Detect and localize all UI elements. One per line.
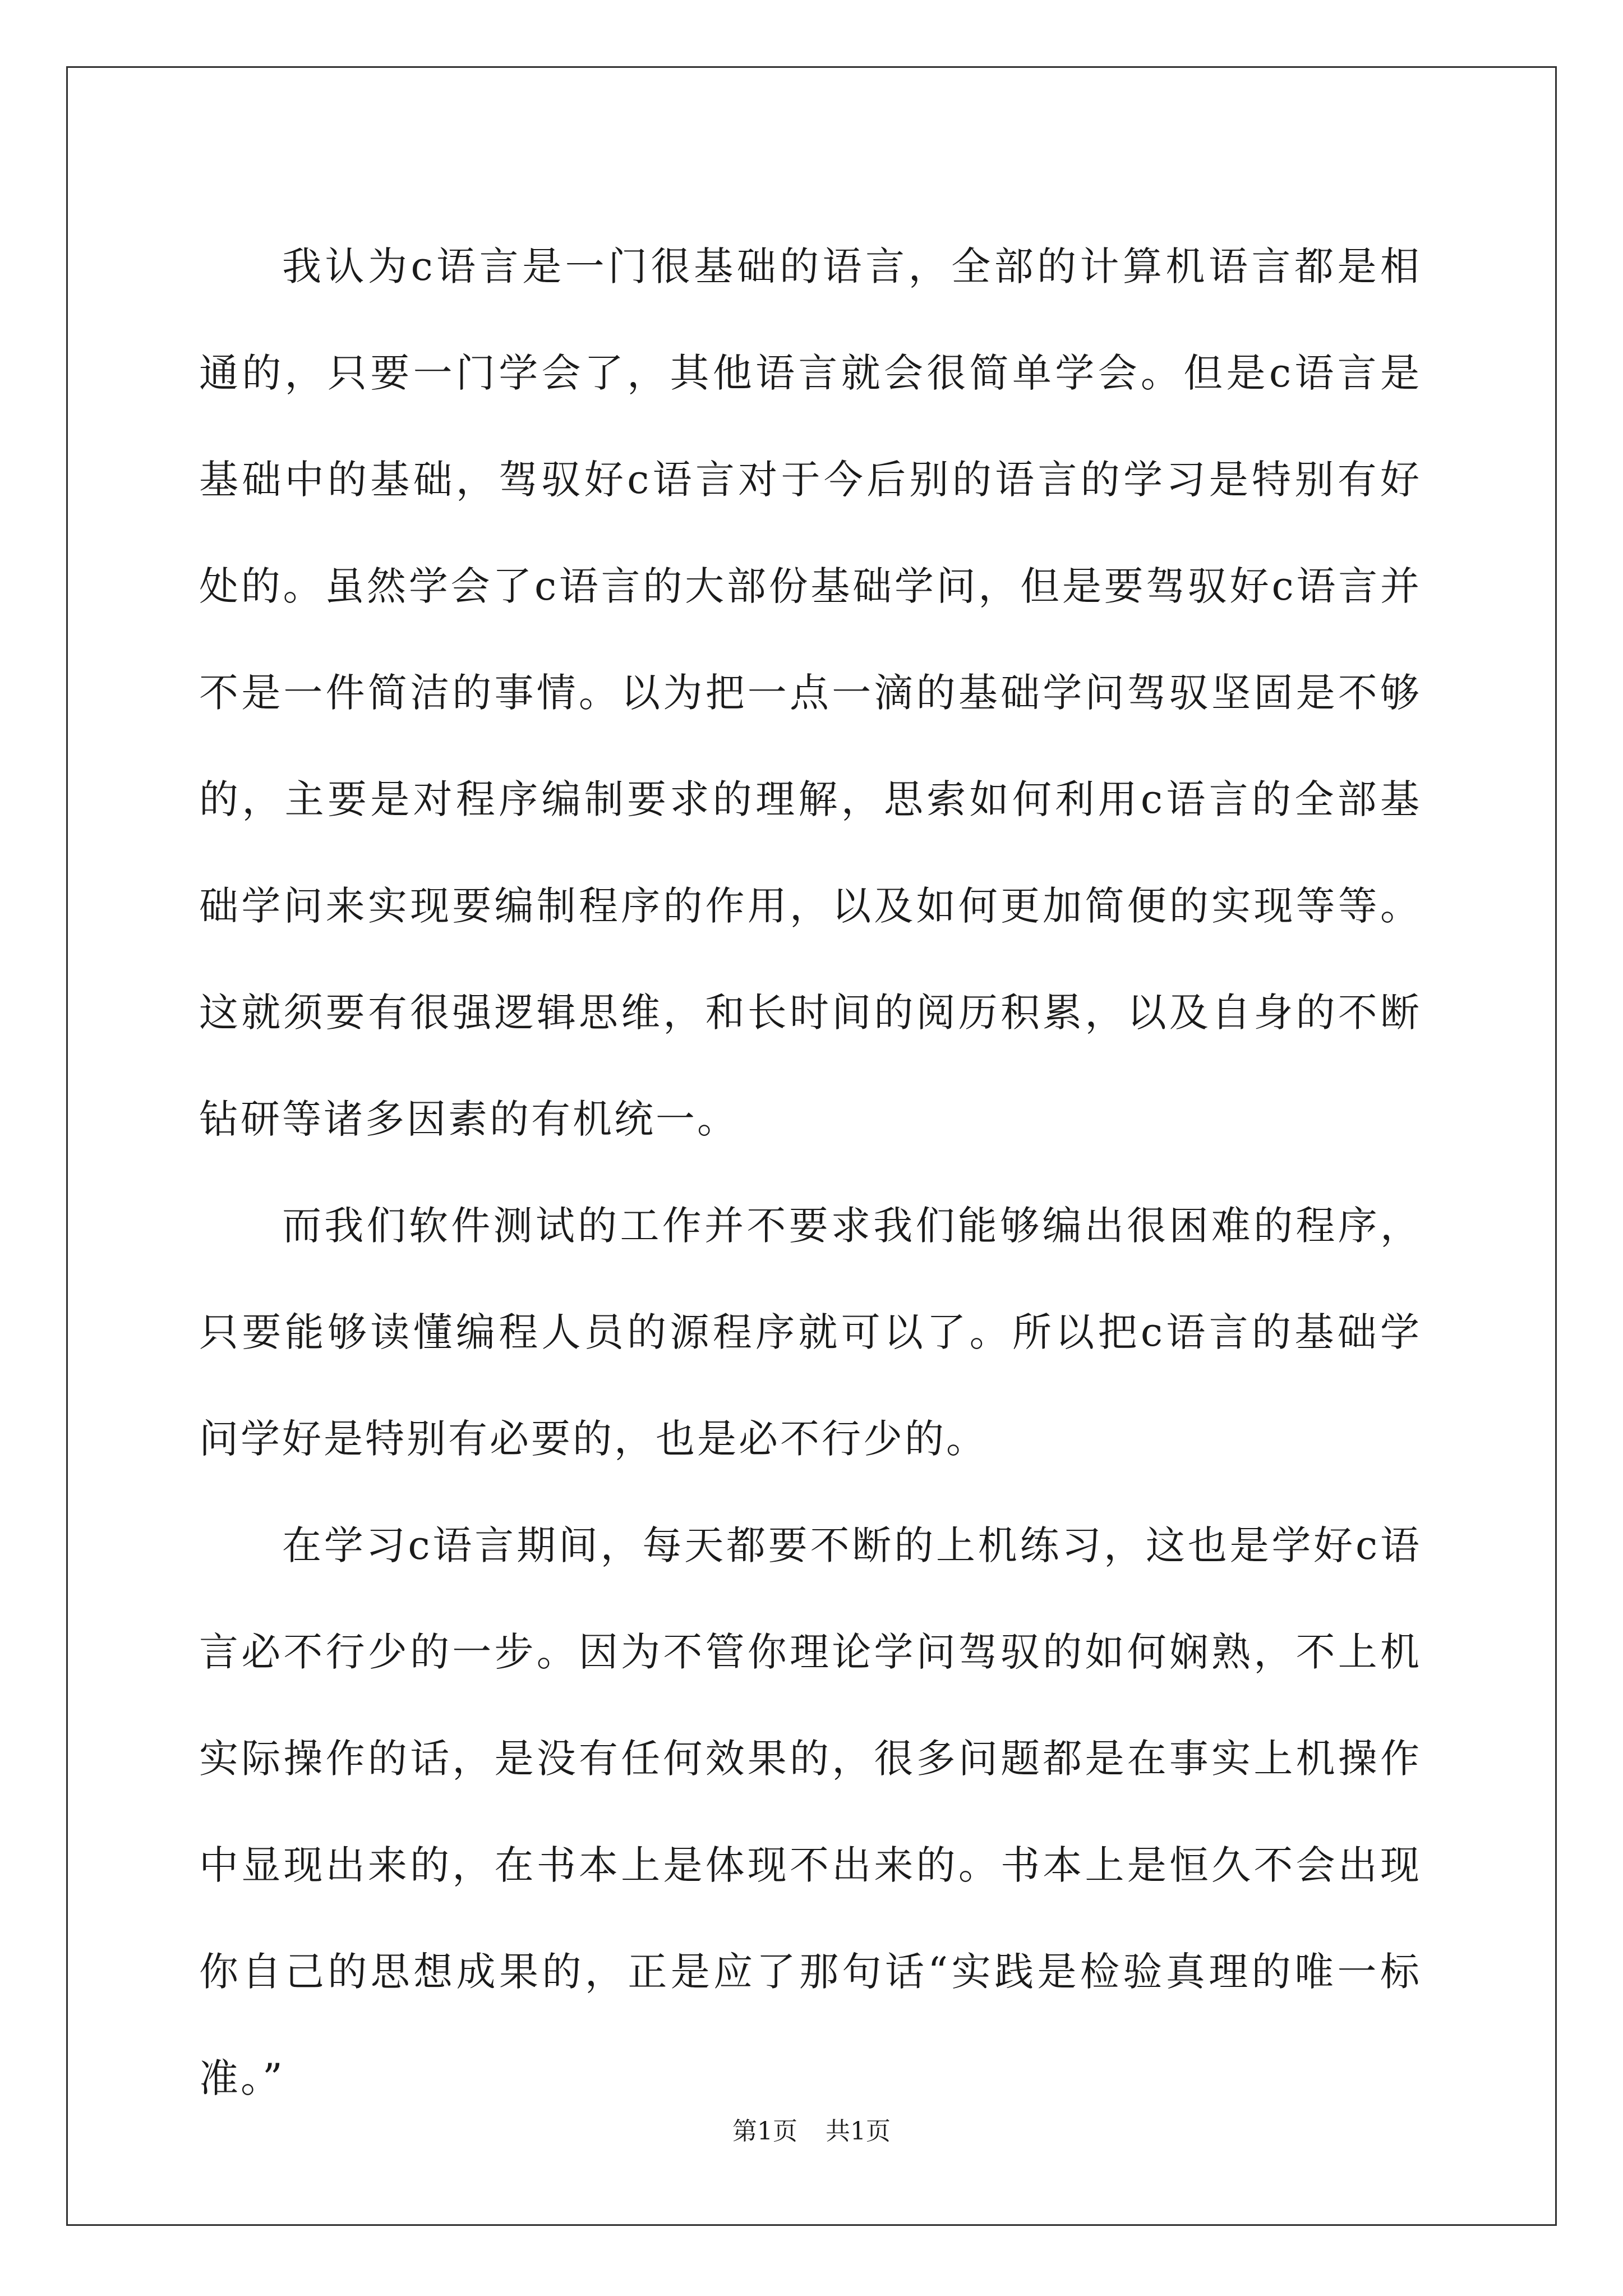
page-number-total: 共1页 <box>826 2117 891 2146</box>
paragraph-2: 而我们软件测试的工作并不要求我们能够编出很困难的程序，只要能够读懂编程人员的源程序就可以了。所以把c语言的基础学问学好是特别有必要的，也是必不行少的。 <box>199 1203 1422 1462</box>
page-footer <box>0 2115 1623 2148</box>
paragraph-1: 我认为c语言是一门很基础的语言，全部的计算机语言都是相通的，只要一门学会了，其他语言就会很简单学会。但是c语言是基础中的基础，驾驭好c语言对于今后别的语言的学习是特别有好处的。虽然学会了c语言的大部份基础学问，但是要驾驭好c语言并不是一件简洁的事情。以为把一点一滴的基础学问驾驭坚固是不够的，主要是对程序编制要求的理解，思索如何利用c语言的全部基础学问来实现要编制程序的作用，以及如何更加简便的实现等等。这就须要有很强逻辑思维，和长时间的阅历积累，以及自身的不断钻研等诸多因素的有机统一。 <box>199 243 1422 1142</box>
paragraph-3: 在学习c语言期间，每天都要不断的上机练习，这也是学好c语言必不行少的一步。因为不管你理论学问驾驭的如何娴熟，不上机实际操作的话，是没有任何效果的，很多问题都是在事实上机操作中显现出来的，在书本上是体现不出来的。书本上是恒久不会出现你自己的思想成果的，正是应了那句话“实践是检验真理的唯一标准。” <box>199 1522 1422 2101</box>
page-number-current: 第1页 <box>732 2117 797 2146</box>
document-body <box>199 213 1422 2132</box>
